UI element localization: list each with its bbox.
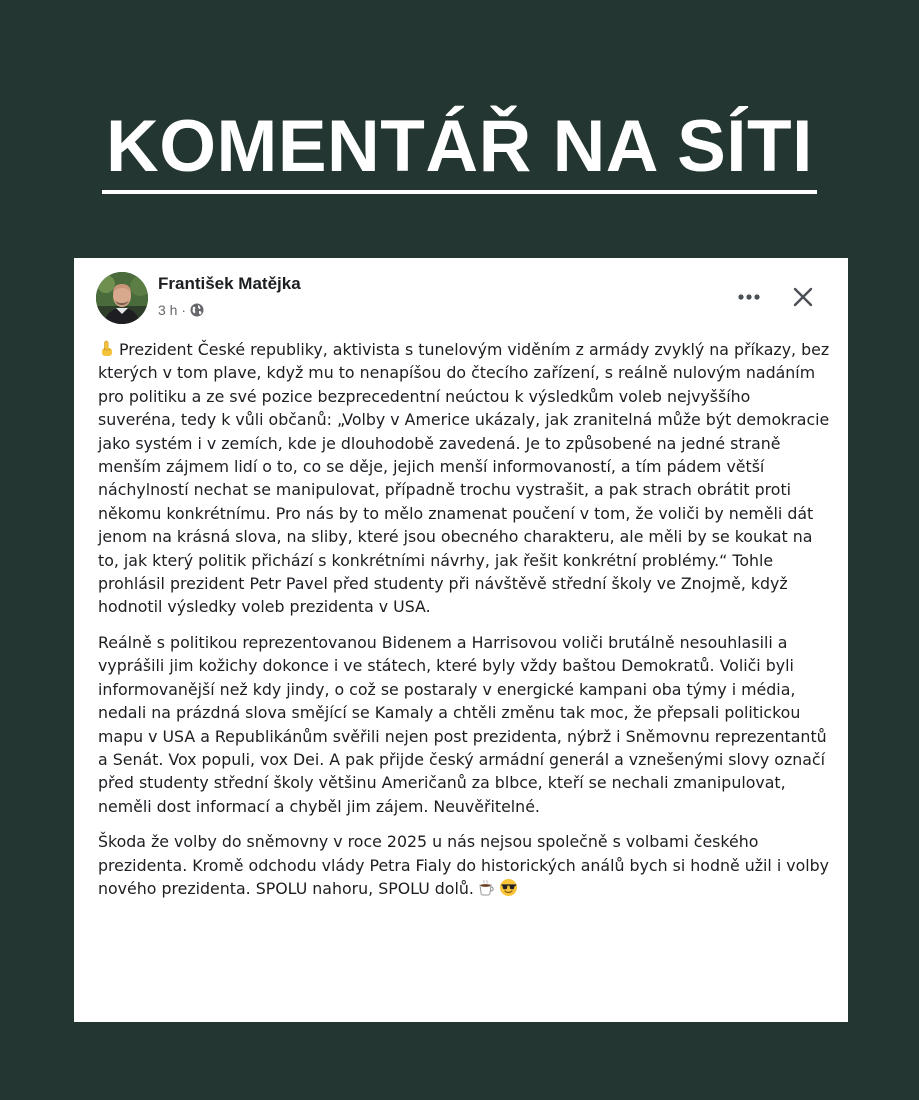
post-paragraph-1-text: Prezident České republiky, aktivista s tunelovým viděním z armády zvyklý na příkazy, bez kterých v tom plave, když mu to nenapíšou do čtecího zařízení, s reálně nulovým nadáním pro politiku a ze své pozice bezprecedentní neúctou k výsledkům voleb nejvyššího suveréna, tedy k vůli občanů: „Volby v Americe ukázaly, jak zranitelná může být demokracie jako systém i v zemích, kde je dlouhodobě zavedená. Je to způsobené na jedné straně menším zájmem lidí o to, co se děje, jejich menší informovaností, a tím pádem větší náchylností nechat se manipulovat, případně trochu vystrašit, a pak strach obrátit proti někomu konkrétnímu. Pro nás by to mělo znamenat poučení v tom, že voliči by neměli dát jenom na krásná slova, na sliby, které jsou obecného charakteru, ale měli by se koukat na to, jak který politik přichází s konkrétními návrhy, jak řešit konkrétní problémy.“ Tohle prohlásil prezident Petr Pavel před studenty při návštěvě střední školy ve Znojmě, když hodnotil výsledky voleb prezidenta v USA.: [98, 340, 830, 617]
post-time[interactable]: 3 h ·: [158, 302, 187, 318]
post-text: [98, 338, 830, 912]
globe-icon[interactable]: [190, 303, 204, 317]
facebook-post-card: [74, 258, 848, 1022]
post-paragraph-3: [98, 830, 830, 900]
sunglasses-face-icon: [499, 878, 518, 897]
avatar-photo-icon: [96, 272, 148, 324]
more-horizontal-icon: [737, 293, 761, 301]
post-paragraph-1: [98, 338, 830, 619]
headline-title: KOMENTÁŘ NA SÍTI: [102, 108, 817, 194]
headline: [0, 108, 919, 194]
pointing-up-icon: [98, 340, 115, 357]
post-paragraph-3-text: Škoda že volby do sněmovny v roce 2025 u nás nejsou společně s volbami českého prezidenta. Kromě odchodu vlády Petra Fialy do historických análů bych si hodně užil i volby nového prezidenta. SPOLU nahoru, SPOLU dolů.: [98, 832, 830, 898]
author-avatar[interactable]: [96, 272, 148, 324]
author-name[interactable]: František Matějka: [158, 274, 301, 293]
post-paragraph-2: Reálně s politikou reprezentovanou Bidenem a Harrisovou voliči brutálně nesouhlasili a vyprášili jim kožichy dokonce i ve státech, které byly vždy baštou Demokratů. Voliči byli informovanější než kdy jindy, o což se postaraly v energické kampani oba týmy i média, nedali na prázdná slova smějící se Kamaly a chtěli změnu tak moc, že přepsali politickou mapu v USA a Republikánům svěřili nejen post prezidenta, nýbrž i Sněmovnu reprezentantů a Senát. Vox populi, vox Dei. A pak přijde český armádní generál a vznešenými slovy označí před studenty střední školy většinu Američanů za blbce, kteří se nechali zmanipulovat, neměli dost informací a chyběl jim zájem. Neuvěřitelné.: [98, 632, 827, 816]
close-button[interactable]: [788, 282, 818, 312]
close-icon: [793, 287, 813, 307]
coffee-cup-icon: [477, 878, 496, 897]
post-header: [96, 272, 826, 328]
post-meta: [158, 302, 204, 318]
more-options-button[interactable]: [734, 282, 764, 312]
